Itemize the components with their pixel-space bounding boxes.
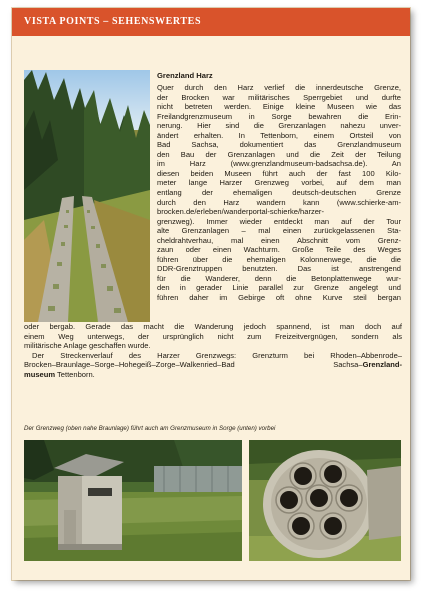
body-line: im Harz (www.grenzlandmuseum-badsachsa.de). An (157, 159, 401, 169)
forest-path-image (24, 70, 150, 322)
body-line: der Brocken war militärisches Sperrgebiet und durfte (157, 92, 401, 102)
route-museum-name-end: museum (24, 369, 56, 379)
body-line: grenzweg). Immer wieder entdeckt man auf der Tour (157, 216, 401, 226)
body-line: entlang der ehemaligen deutsch-deutschen Grenze (157, 188, 401, 198)
body-line: DDR-Grenztruppen benutzten. Das ist anstrengend (157, 264, 401, 274)
body-line: alte Grenzanlagen – mal einen zurückgelassenen Sta- (157, 226, 401, 236)
route-line: Der Streckenverlauf des Harzer Grenzwegs: Grenzturm bei Rhoden–Abbenrode– (32, 350, 402, 360)
body-line: zaun oder einen Wachturm. Große Teile des Weges (157, 245, 401, 255)
photo-caption: Der Grenzweg (oben nahe Braunlage) führt auch am Grenzmuseum in Sorge (unten) vorbei (24, 425, 276, 432)
route-stops: Brocken–Braunlage–Sorge–Hohegeiß–Zorge–Walkenried–Bad Sachsa– (24, 360, 363, 370)
body-line: meter lange Harzer Grenzweg vorbei, auf dem man (157, 178, 401, 188)
body-line: für die Wanderer, denn die Betonplattenwege wur- (157, 273, 401, 283)
pipes-image (249, 440, 401, 561)
photo-forest-path (24, 70, 150, 322)
photo-bunker (24, 440, 242, 561)
route-line (24, 370, 402, 380)
photo-concrete-pipes (249, 440, 401, 561)
body-line: cheldrahtverhau, mal einen Abschnitt vom Grenz- (157, 235, 401, 245)
route-line (24, 360, 402, 370)
body-line: ändert erhalten. In Tettenborn, einem Ortsteil von (157, 130, 401, 140)
route-location: Tettenborn. (55, 369, 95, 379)
article-body (157, 83, 401, 303)
article-continued (24, 322, 402, 379)
body-line: brocken.de/erleben/wanderportal-schierke/harzer- (157, 207, 324, 217)
section-header-bar (12, 8, 410, 36)
body-line: diesen beiden Museen führt auch der fast 100 Kilo- (157, 168, 401, 178)
body-line: nicht betreten werden. Einige kleine Museen wie das (157, 102, 401, 112)
section-title: VISTA POINTS – SEHENSWERTES (24, 16, 202, 27)
body-line: oder bergab. Gerade das macht die Wanderung jedoch spannend, ist man doch auf (24, 322, 402, 331)
body-line: Quer durch den Harz verlief die innerdeutsche Grenze, (157, 83, 401, 92)
body-line: militärische Anlage geschaffen wurde. (24, 341, 151, 351)
body-line: Bad Sachsa, dokumentiert das Grenzlandmuseum (157, 140, 401, 150)
body-line: den in gerader Linie parallel zur Grenze angelegt und (157, 283, 401, 293)
article-heading: Grenzland Harz (157, 71, 213, 80)
body-line: den Bau der Grenzanlagen und die Zeit der Teilung (157, 149, 401, 159)
body-line: Freilandgrenzmuseum in Sorge bewahren die Erin- (157, 111, 401, 121)
guidebook-page (12, 8, 410, 580)
body-line: einem Weg unterwegs, der ursprünglich nicht zum Freizeitvergnügen, sondern als (24, 331, 402, 341)
body-line: durch den Harz wandern kann (www.schierke-am- (157, 197, 401, 207)
body-line: nerung. Hier sind die Grenzanlagen nahezu unver- (157, 121, 401, 131)
bunker-image (24, 440, 242, 561)
body-line: führen über die ehemaligen Kolonnenwege, die die (157, 254, 401, 264)
body-line: führen daher im Gebirge oft ohne Kurve steil bergan (157, 293, 401, 303)
route-museum-name: Grenzland- (362, 360, 402, 370)
